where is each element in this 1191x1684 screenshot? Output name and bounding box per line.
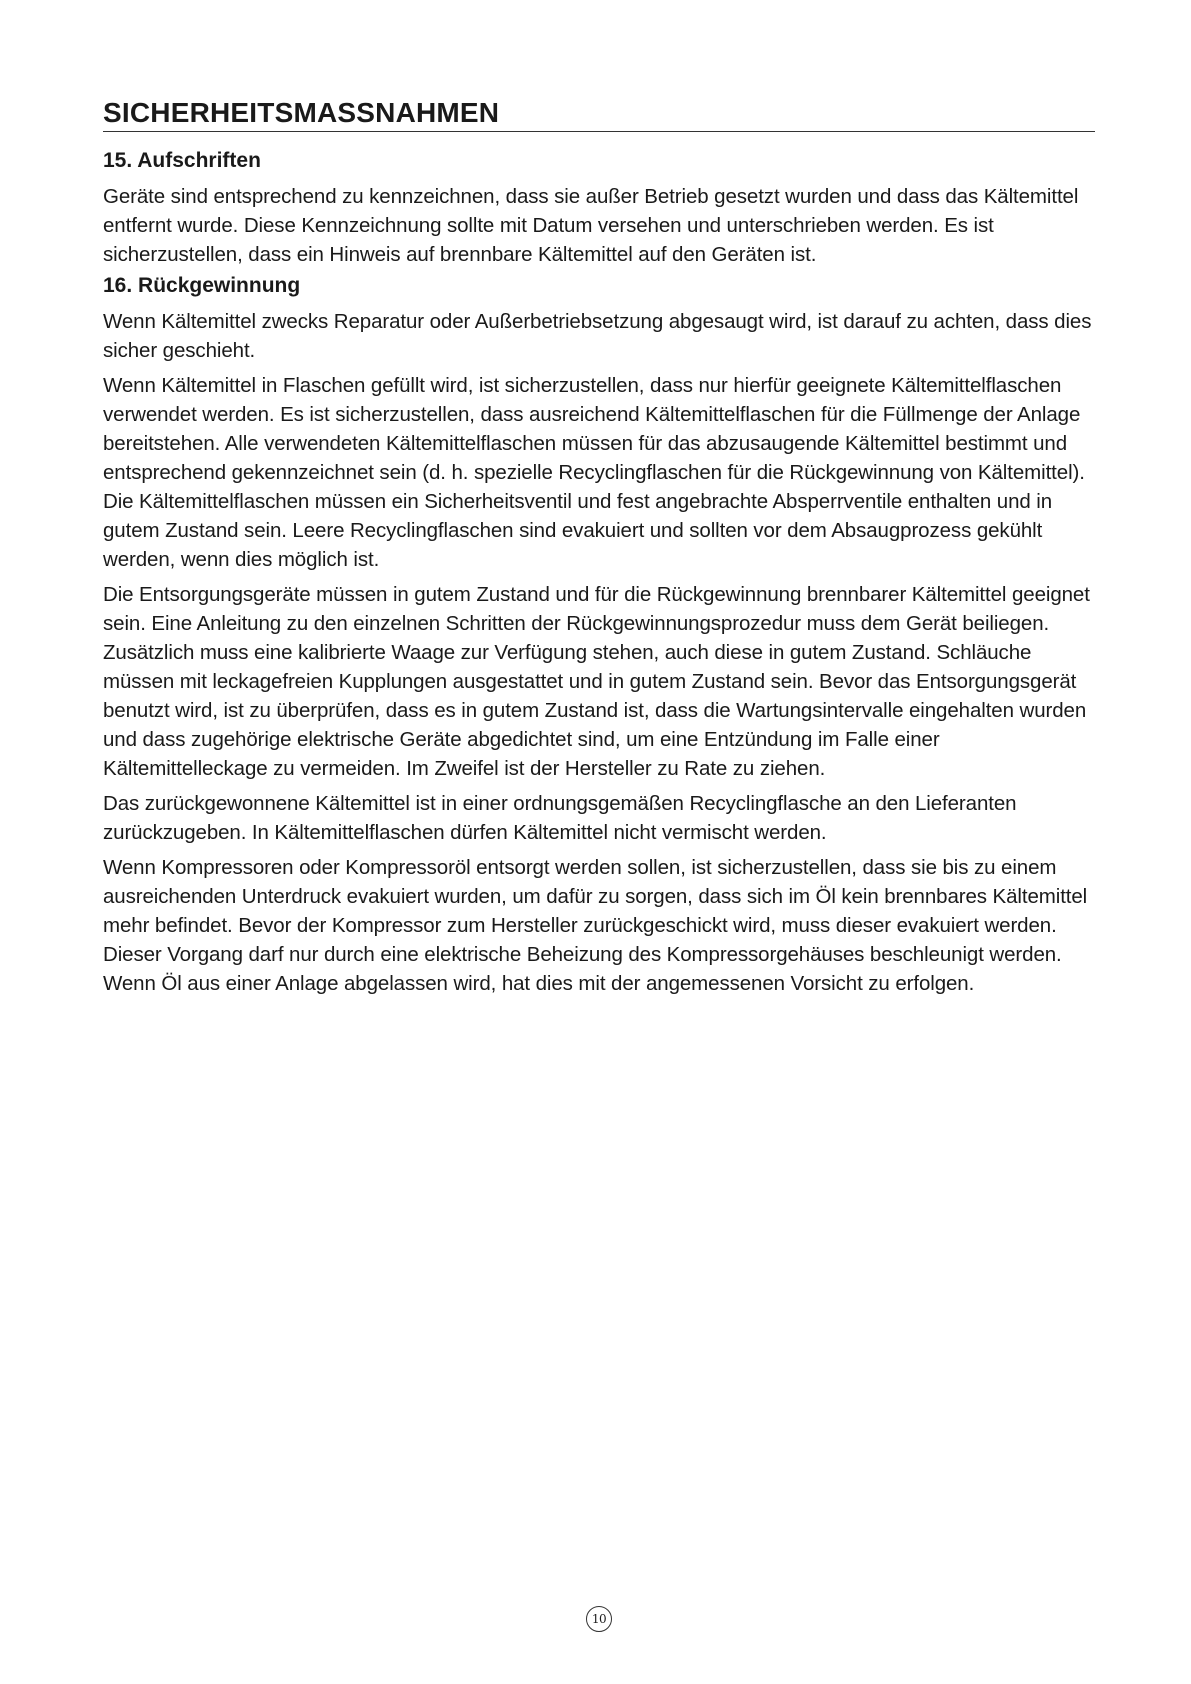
section-heading: 16. Rückgewinnung <box>103 274 301 297</box>
paragraph: Wenn Kältemittel zwecks Reparatur oder Außerbetriebsetzung abgesaugt wird, ist darauf zu achten, dass dies sicher geschieht. <box>103 310 1092 362</box>
page-number: 10 <box>586 1606 612 1632</box>
section-rueckgewinnung <box>103 273 1095 998</box>
paragraph: Wenn Kompressoren oder Kompressoröl entsorgt werden sollen, ist sicherzustellen, dass sie bis zu einem ausreichenden Unterdruck evakuiert wurden, um dafür zu sorgen, dass sich im Öl kein brennbares Kältemittel mehr befindet. Bevor der Kompressor zum Hersteller zurückgeschickt wird, muss dieser evakuiert werden. Dieser Vorgang darf nur durch eine elektrische Beheizung des Kompressorgehäuses beschleunigt werden. Wenn Öl aus einer Anlage abgelassen wird, hat dies mit der angemessenen Vorsicht zu erfolgen. <box>103 856 1088 995</box>
section-heading: 15. Aufschriften <box>103 149 261 172</box>
document-body <box>103 148 1095 1004</box>
paragraph: Geräte sind entsprechend zu kennzeichnen, dass sie außer Betrieb gesetzt wurden und dass das Kältemittel entfernt wurde. Diese Kennzeichnung sollte mit Datum versehen und unterschrieben werden. Es ist sicherzustellen, dass ein Hinweis auf brennbare Kältemittel auf den Geräten ist. <box>103 185 1079 266</box>
paragraph: Wenn Kältemittel in Flaschen gefüllt wird, ist sicherzustellen, dass nur hierfür geeignete Kältemittelflaschen verwendet werden. Es ist sicherzustellen, dass ausreichend Kältemittelflaschen für die Füllmenge der Anlage bereitstehen. Alle verwendeten Kältemittelflaschen müssen für das abzusaugende Kältemittel bestimmt und entsprechend gekennzeichnet sein (d. h. spezielle Recyclingflaschen für die Rückgewinnung von Kältemittel). Die Kältemittelflaschen müssen ein Sicherheitsventil und fest angebrachte Absperrventile enthalten und in gutem Zustand sein. Leere Recyclingflaschen sind evakuiert und sollten vor dem Absaugprozess gekühlt werden, wenn dies möglich ist. <box>103 374 1085 571</box>
paragraph: Die Entsorgungsgeräte müssen in gutem Zustand und für die Rückgewinnung brennbarer Kältemittel geeignet sein. Eine Anleitung zu den einzelnen Schritten der Rückgewinnungsprozedur muss dem Gerät beiliegen. Zusätzlich muss eine kalibrierte Waage zur Verfügung stehen, auch diese in gutem Zustand. Schläuche müssen mit leckagefreien Kupplungen ausgestattet und in gutem Zustand sein. Bevor das Entsorgungsgerät benutzt wird, ist zu überprüfen, dass es in gutem Zustand ist, dass die Wartungsintervalle eingehalten wurden und dass zugehörige elektrische Geräte abgedichtet sind, um eine Entzündung im Falle einer Kältemittelleckage zu vermeiden. Im Zweifel ist der Hersteller zu Rate zu ziehen. <box>103 583 1090 780</box>
page-title: SICHERHEITSMASSNAHMEN <box>103 96 1095 132</box>
paragraph: Das zurückgewonnene Kältemittel ist in einer ordnungsgemäßen Recyclingflasche an den Lieferanten zurückzugeben. In Kältemittelflaschen dürfen Kältemittel nicht vermischt werden. <box>103 792 1017 844</box>
section-aufschriften <box>103 148 1095 269</box>
